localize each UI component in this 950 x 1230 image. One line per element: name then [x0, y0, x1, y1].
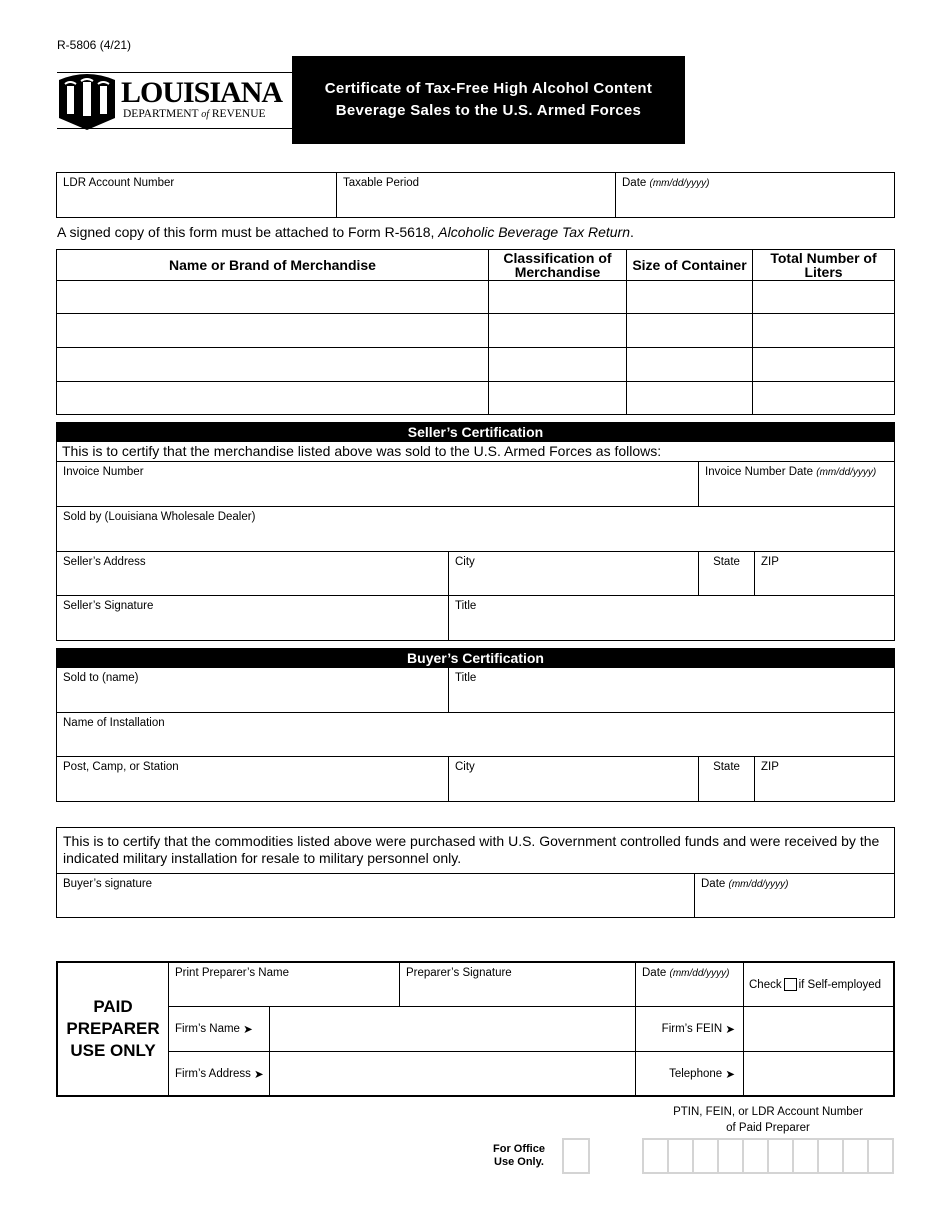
- field-label: Title: [455, 600, 477, 612]
- logo-department: DEPARTMENT of REVENUE: [123, 108, 266, 120]
- table-cell[interactable]: [752, 381, 895, 415]
- table-cell[interactable]: [488, 313, 627, 348]
- taxable-period-field[interactable]: [336, 172, 616, 218]
- buyer-certify-statement: This is to certify that the commodities listed above were purchased with U.S. Government controlled funds and were received by the indicated military installation for resale to military personnel only.: [56, 827, 895, 874]
- field-label: Title: [455, 672, 477, 684]
- telephone-field[interactable]: [744, 1052, 893, 1095]
- merchandise-table: [56, 249, 895, 415]
- check-label: Check: [749, 978, 782, 991]
- field-label: Date (mm/dd/yyyy): [701, 878, 789, 890]
- field-label: Date (mm/dd/yyyy): [642, 967, 730, 979]
- column-header-size: Size of Container: [626, 249, 753, 281]
- preparer-date-field[interactable]: [636, 963, 744, 1007]
- field-label: Buyer’s signature: [63, 878, 153, 890]
- firm-name-label: Firm’s Name ➤: [169, 1007, 270, 1052]
- digit-box: [744, 1140, 769, 1172]
- digit-box: [819, 1140, 844, 1172]
- field-label: Taxable Period: [343, 177, 420, 189]
- table-cell[interactable]: [752, 347, 895, 382]
- buyer-date-field[interactable]: [694, 873, 895, 918]
- firm-fein-field[interactable]: [744, 1007, 893, 1052]
- table-cell[interactable]: [488, 280, 627, 314]
- seller-certification-header: Seller’s Certification: [56, 422, 895, 442]
- arrow-right-icon: ➤: [725, 1068, 735, 1081]
- field-label: ZIP: [761, 556, 779, 568]
- field-label: Date (mm/dd/yyyy): [622, 177, 710, 189]
- table-cell[interactable]: [752, 313, 895, 348]
- firm-address-field[interactable]: [270, 1052, 636, 1095]
- digit-box: [719, 1140, 744, 1172]
- seller-state-field[interactable]: [698, 551, 755, 596]
- office-use-box: [562, 1138, 590, 1174]
- column-header-classification: Classification of Merchandise: [488, 249, 627, 281]
- table-cell[interactable]: [56, 381, 489, 415]
- preparer-signature-field[interactable]: [400, 963, 636, 1007]
- preparer-name-field[interactable]: [169, 963, 400, 1007]
- invoice-number-field[interactable]: [56, 461, 699, 507]
- seller-signature-field[interactable]: [56, 595, 449, 641]
- sold-by-field[interactable]: [56, 506, 895, 552]
- date-field[interactable]: [615, 172, 895, 218]
- field-label: City: [455, 556, 475, 568]
- office-use-label: For Office Use Only.: [493, 1143, 545, 1168]
- pelican-seal-icon: [57, 72, 117, 132]
- telephone-label: Telephone ➤: [636, 1052, 744, 1095]
- seller-address-field[interactable]: [56, 551, 449, 596]
- column-header-liters: Total Number of Liters: [752, 249, 895, 281]
- field-label: Preparer’s Signature: [406, 967, 512, 979]
- arrow-right-icon: ➤: [243, 1024, 253, 1036]
- field-label: Sold to (name): [63, 672, 139, 684]
- sold-to-field[interactable]: [56, 667, 449, 713]
- field-label: Invoice Number: [63, 466, 144, 478]
- column-header-name: Name or Brand of Merchandise: [56, 249, 489, 281]
- table-cell[interactable]: [488, 381, 627, 415]
- seller-zip-field[interactable]: [754, 551, 895, 596]
- self-employed-checkbox[interactable]: [784, 978, 797, 991]
- invoice-date-field[interactable]: [698, 461, 895, 507]
- firm-address-label: Firm’s Address ➤: [169, 1052, 270, 1095]
- firm-name-field[interactable]: [270, 1007, 636, 1052]
- installation-name-field[interactable]: [56, 712, 895, 757]
- field-label: City: [455, 761, 475, 773]
- field-label: State: [713, 556, 740, 568]
- table-cell[interactable]: [488, 347, 627, 382]
- field-label: Post, Camp, or Station: [63, 761, 179, 773]
- buyer-certification-header: Buyer’s Certification: [56, 648, 895, 668]
- field-label: Seller’s Signature: [63, 600, 154, 612]
- digit-box: [769, 1140, 794, 1172]
- field-label: Seller’s Address: [63, 556, 146, 568]
- form-number: R-5806 (4/21): [57, 38, 132, 52]
- field-label: Sold by (Louisiana Wholesale Dealer): [63, 511, 256, 523]
- form-title: Certificate of Tax-Free High Alcohol Content Beverage Sales to the U.S. Armed Forces: [292, 56, 685, 144]
- buyer-state-field[interactable]: [698, 756, 755, 802]
- logo-rule-top: [57, 72, 292, 73]
- arrow-right-icon: ➤: [254, 1068, 264, 1081]
- table-cell[interactable]: [626, 347, 753, 382]
- table-cell[interactable]: [626, 381, 753, 415]
- seller-city-field[interactable]: [448, 551, 699, 596]
- field-label: State: [713, 761, 740, 773]
- ptin-label: PTIN, FEIN, or LDR Account Number of Paid Preparer: [673, 1106, 863, 1134]
- field-label: Print Preparer’s Name: [175, 967, 289, 979]
- paid-preparer-label: PAID PREPARER USE ONLY: [58, 963, 169, 1095]
- table-cell[interactable]: [56, 280, 489, 314]
- digit-box: [694, 1140, 719, 1172]
- logo-rule-bottom: [57, 128, 292, 129]
- arrow-right-icon: ➤: [725, 1024, 735, 1036]
- seller-title-field[interactable]: [448, 595, 895, 641]
- table-cell[interactable]: [56, 313, 489, 348]
- digit-box: [844, 1140, 869, 1172]
- buyer-title-field[interactable]: [448, 667, 895, 713]
- field-label: Name of Installation: [63, 717, 165, 729]
- field-label: LDR Account Number: [63, 177, 175, 189]
- field-label: ZIP: [761, 761, 779, 773]
- logo-state-name: LOUISIANA: [121, 76, 283, 109]
- digit-box: [644, 1140, 669, 1172]
- buyer-signature-field[interactable]: [56, 873, 695, 918]
- post-camp-station-field[interactable]: [56, 756, 449, 802]
- office-use-digit-boxes: [642, 1138, 894, 1174]
- field-label: Invoice Number Date (mm/dd/yyyy): [705, 466, 877, 478]
- check-label-post: if Self-employed: [798, 978, 882, 991]
- table-cell[interactable]: [626, 313, 753, 348]
- attachment-note: A signed copy of this form must be attached to Form R-5618, Alcoholic Beverage Tax Return.: [57, 224, 634, 240]
- seller-certify-statement: This is to certify that the merchandise listed above was sold to the U.S. Armed Forces as follows:: [62, 443, 662, 459]
- self-employed-check[interactable]: [744, 963, 893, 1007]
- digit-box: [794, 1140, 819, 1172]
- table-cell[interactable]: [626, 280, 753, 314]
- buyer-city-field[interactable]: [448, 756, 699, 802]
- firm-fein-label: Firm’s FEIN ➤: [636, 1007, 744, 1052]
- buyer-zip-field[interactable]: [754, 756, 895, 802]
- table-cell[interactable]: [752, 280, 895, 314]
- ldr-account-number-field[interactable]: [56, 172, 337, 218]
- table-cell[interactable]: [56, 347, 489, 382]
- ldr-logo: [57, 56, 292, 144]
- digit-box: [869, 1140, 892, 1172]
- digit-box: [669, 1140, 694, 1172]
